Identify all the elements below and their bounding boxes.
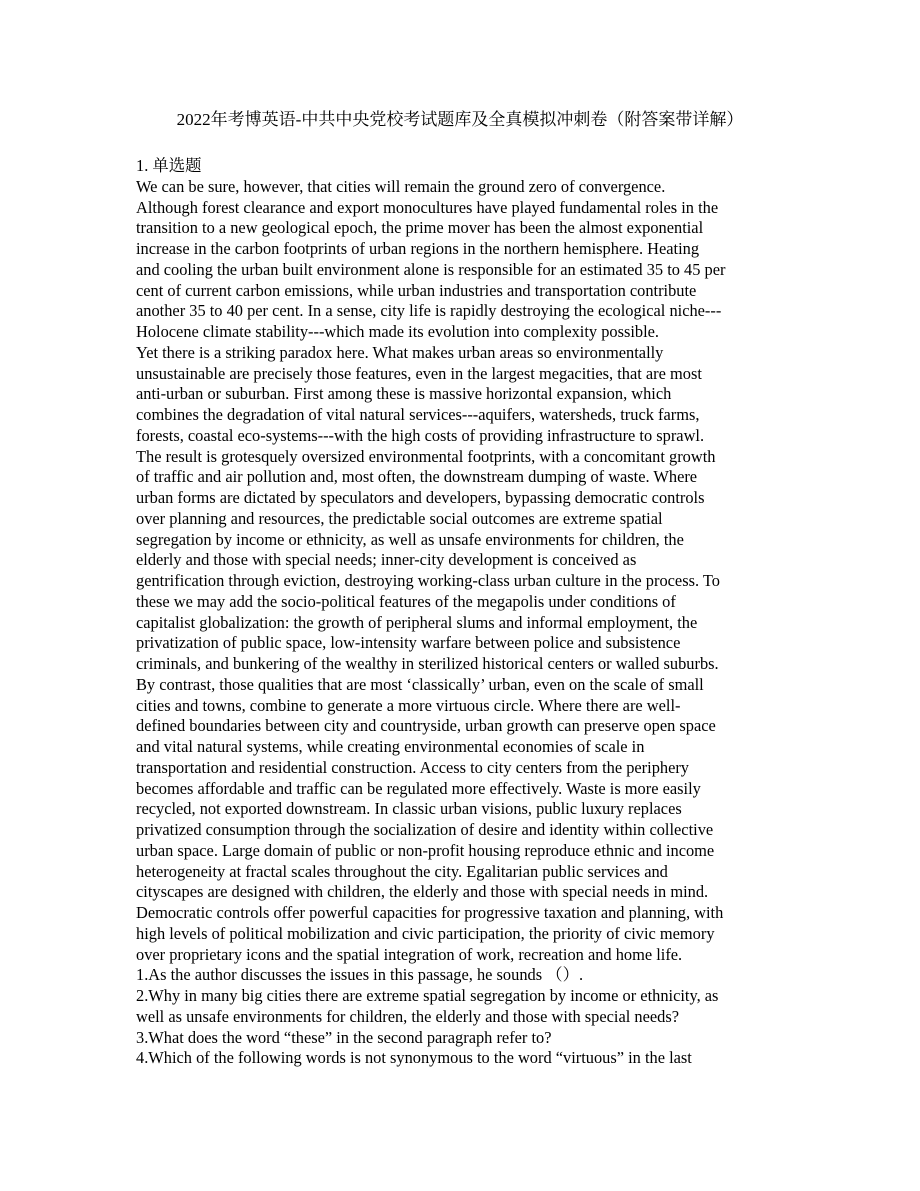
passage-line: 3.What does the word “these” in the second paragraph refer to? (136, 1027, 552, 1047)
passage-line: 1.As the author discusses the issues in this passage, he sounds （）. (136, 965, 584, 985)
passage-line: and cooling the urban built environment alone is responsible for an estimated 35 to 45 per (136, 259, 726, 279)
passage-line: of traffic and air pollution and, most often, the downstream dumping of waste. Where (136, 467, 698, 487)
passage-line: gentrification through eviction, destroying working-class urban culture in the process. To (136, 571, 720, 590)
passage-line: privatized consumption through the socialization of desire and identity within collective (136, 820, 714, 839)
passage-line: another 35 to 40 per cent. In a sense, city life is rapidly destroying the ecological niche--- (136, 301, 722, 321)
passage-line: 4.Which of the following words is not synonymous to the word “virtuous” in the last (136, 1048, 692, 1068)
passage-line: high levels of political mobilization and civic participation, the priority of civic memory (136, 923, 715, 943)
passage-line: transportation and residential construction. Access to city centers from the periphery (136, 757, 690, 777)
passage-line: segregation by income or ethnicity, as well as unsafe environments for children, the (136, 529, 684, 549)
passage-line: Yet there is a striking paradox here. What makes urban areas so environmentally (136, 342, 664, 362)
passage-line: cities and towns, combine to generate a more virtuous circle. Where there are well- (136, 695, 681, 715)
section-heading: 1. 单选题 (136, 156, 202, 175)
passage-line: over proprietary icons and the spatial integration of work, recreation and home life. (136, 944, 683, 964)
passage-line: We can be sure, however, that cities will remain the ground zero of convergence. (136, 176, 666, 196)
passage-line: 2.Why in many big cities there are extreme spatial segregation by income or ethnicity, as (136, 986, 719, 1005)
passage-line: Holocene climate stability---which made its evolution into complexity possible. (136, 322, 660, 341)
passage-line: recycled, not exported downstream. In classic urban visions, public luxury replaces (136, 799, 682, 819)
passage-lines (136, 177, 796, 1069)
passage-line: increase in the carbon footprints of urban regions in the northern hemisphere. Heating (136, 239, 700, 258)
passage-line: Although forest clearance and export monocultures have played fundamental roles in the (136, 197, 719, 217)
passage-line: cityscapes are designed with children, the elderly and those with special needs in mind. (136, 882, 709, 902)
passage-line: becomes affordable and traffic can be regulated more effectively. Waste is more easily (136, 778, 701, 798)
passage-line: anti-urban or suburban. First among these is massive horizontal expansion, which (136, 384, 672, 404)
passage-line: forests, coastal eco-systems---with the high costs of providing infrastructure to sprawl. (136, 425, 705, 445)
passage-line: these we may add the socio-political features of the megapolis under conditions of (136, 591, 676, 611)
passage-line: Democratic controls offer powerful capacities for progressive taxation and planning, with (136, 903, 724, 922)
passage-line: privatization of public space, low-intensity warfare between police and subsistence (136, 633, 681, 653)
passage-line: well as unsafe environments for children, the elderly and those with special needs? (136, 1006, 679, 1026)
passage-line: elderly and those with special needs; inner-city development is conceived as (136, 550, 637, 570)
passage-line: capitalist globalization: the growth of peripheral slums and informal employment, the (136, 612, 698, 632)
passage-line: cent of current carbon emissions, while urban industries and transportation contribute (136, 280, 697, 300)
passage-line: transition to a new geological epoch, the prime mover has been the almost exponential (136, 218, 704, 238)
passage-line: over planning and resources, the predictable social outcomes are extreme spatial (136, 508, 663, 528)
passage-line: heterogeneity at fractal scales throughout the city. Egalitarian public services and (136, 861, 668, 881)
passage-line: urban forms are dictated by speculators and developers, bypassing democratic controls (136, 488, 705, 507)
document-title: 2022年考博英语-中共中央党校考试题库及全真模拟冲刺卷（附答案带详解） (176, 110, 744, 129)
document-body (136, 156, 796, 1069)
passage-line: and vital natural systems, while creating environmental economies of scale in (136, 737, 645, 756)
passage-line: defined boundaries between city and countryside, urban growth can preserve open space (136, 716, 716, 736)
passage-line: By contrast, those qualities that are most ‘classically’ urban, even on the scale of small (136, 674, 704, 694)
passage-line: criminals, and bunkering of the wealthy in sterilized historical centers or walled suburbs. (136, 654, 719, 673)
passage-line: combines the degradation of vital natural services---aquifers, watersheds, truck farms, (136, 405, 700, 424)
passage-line: The result is grotesquely oversized environmental footprints, with a concomitant growth (136, 446, 716, 466)
passage-line: unsustainable are precisely those features, even in the largest megacities, that are most (136, 363, 702, 383)
passage-line: urban space. Large domain of public or non-profit housing reproduce ethnic and income (136, 840, 715, 860)
